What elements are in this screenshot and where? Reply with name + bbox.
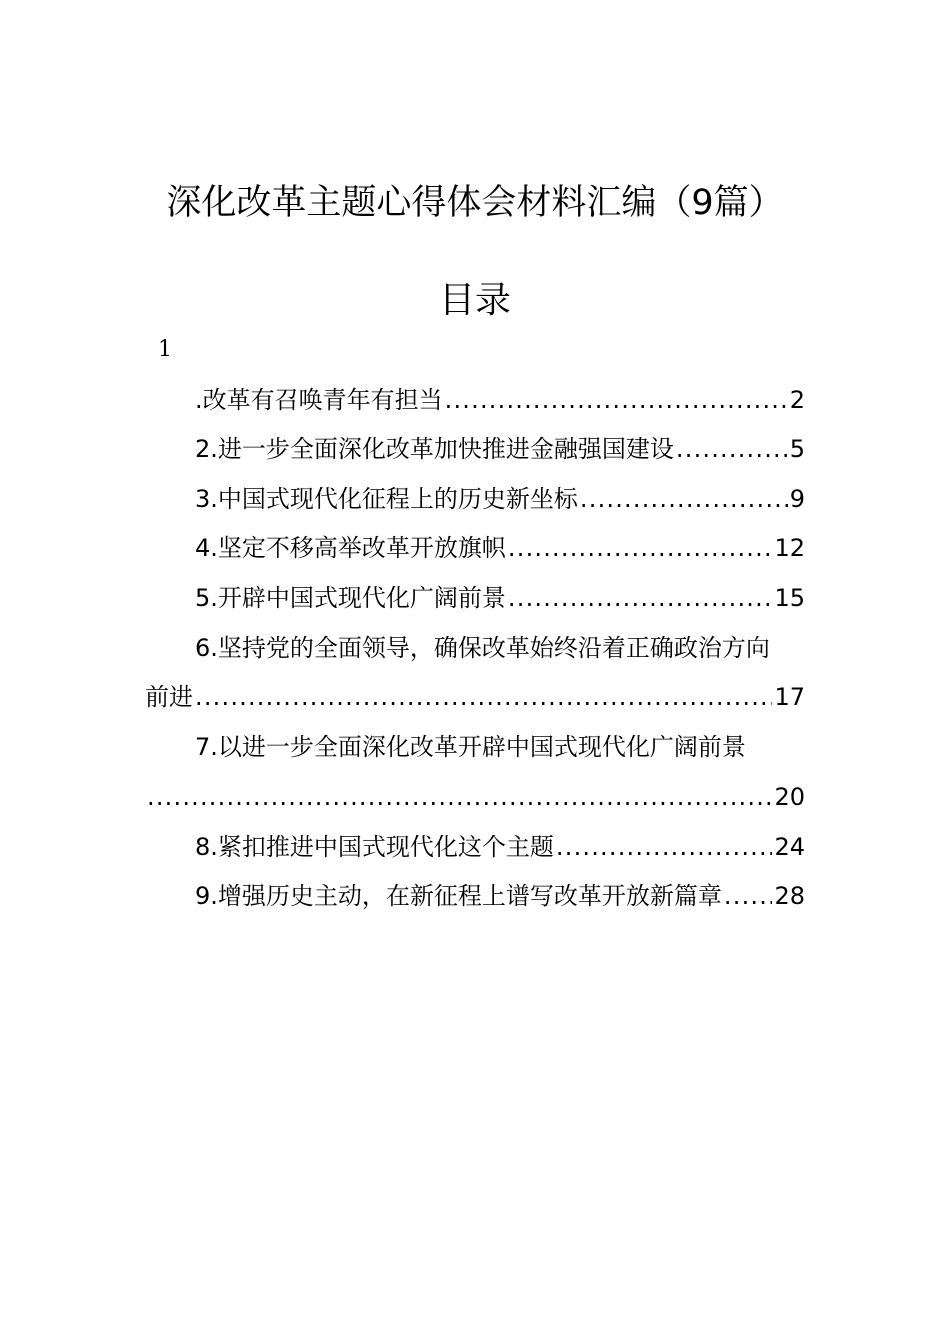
toc-page-number: 12 — [774, 534, 805, 562]
toc-dot-leader — [445, 380, 788, 420]
toc-entry-9[interactable] — [145, 876, 805, 916]
toc-dot-leader — [556, 827, 773, 867]
toc-dot-leader — [580, 479, 788, 519]
toc-dot-leader — [724, 876, 773, 916]
toc-page-number: 24 — [774, 833, 805, 861]
toc-entry-text-continuation: 前进 — [145, 683, 193, 711]
toc-entry-text: 8.紧扣推进中国式现代化这个主题 — [195, 833, 554, 861]
toc-entry-text: 9.增强历史主动，在新征程上谱写改革开放新篇章 — [195, 882, 722, 910]
toc-dot-leader — [195, 677, 772, 717]
toc-dot-leader — [676, 429, 788, 469]
toc-page-number: 15 — [774, 584, 805, 612]
toc-entry-8[interactable] — [145, 827, 805, 867]
toc-entry-7[interactable] — [145, 727, 805, 767]
document-title: 深化改革主题心得体会材料汇编（9篇） — [166, 183, 784, 223]
toc-page-number: 9 — [789, 485, 805, 513]
toc-entry-text: 3.中国式现代化征程上的历史新坐标 — [195, 485, 578, 513]
toc-entry-text: 4.坚定不移高举改革开放旗帜 — [195, 534, 506, 562]
toc-entry-text: 5.开辟中国式现代化广阔前景 — [195, 584, 506, 612]
toc-dot-leader — [147, 777, 772, 817]
toc-entry-6[interactable] — [145, 628, 805, 668]
toc-entry-3[interactable] — [145, 479, 805, 519]
toc-entry-text: 6.坚持党的全面领导，确保改革始终沿着正确政治方向 — [195, 634, 770, 662]
toc-page-number: 20 — [774, 783, 805, 811]
page-marker: 1 — [158, 337, 172, 362]
toc-page-number: 2 — [789, 386, 805, 414]
toc-entry-6-continuation[interactable] — [145, 677, 805, 717]
toc-entry-4[interactable] — [145, 528, 805, 568]
toc-page-number: 17 — [774, 683, 805, 711]
toc-entry-5[interactable] — [145, 578, 805, 618]
toc-entry-7-continuation[interactable] — [145, 777, 805, 817]
toc-entry-1[interactable] — [145, 380, 805, 420]
toc-entry-text: 7.以进一步全面深化改革开辟中国式现代化广阔前景 — [195, 733, 746, 761]
toc-page-number: 28 — [774, 882, 805, 910]
toc-entry-text: 2.进一步全面深化改革加快推进金融强国建设 — [195, 435, 674, 463]
toc-dot-leader — [508, 528, 773, 568]
toc-dot-leader — [508, 578, 773, 618]
toc-entry-text: .改革有召唤青年有担当 — [195, 386, 443, 414]
toc-heading: 目录 — [438, 280, 511, 321]
toc-page-number: 5 — [789, 435, 805, 463]
toc-entry-2[interactable] — [145, 429, 805, 469]
